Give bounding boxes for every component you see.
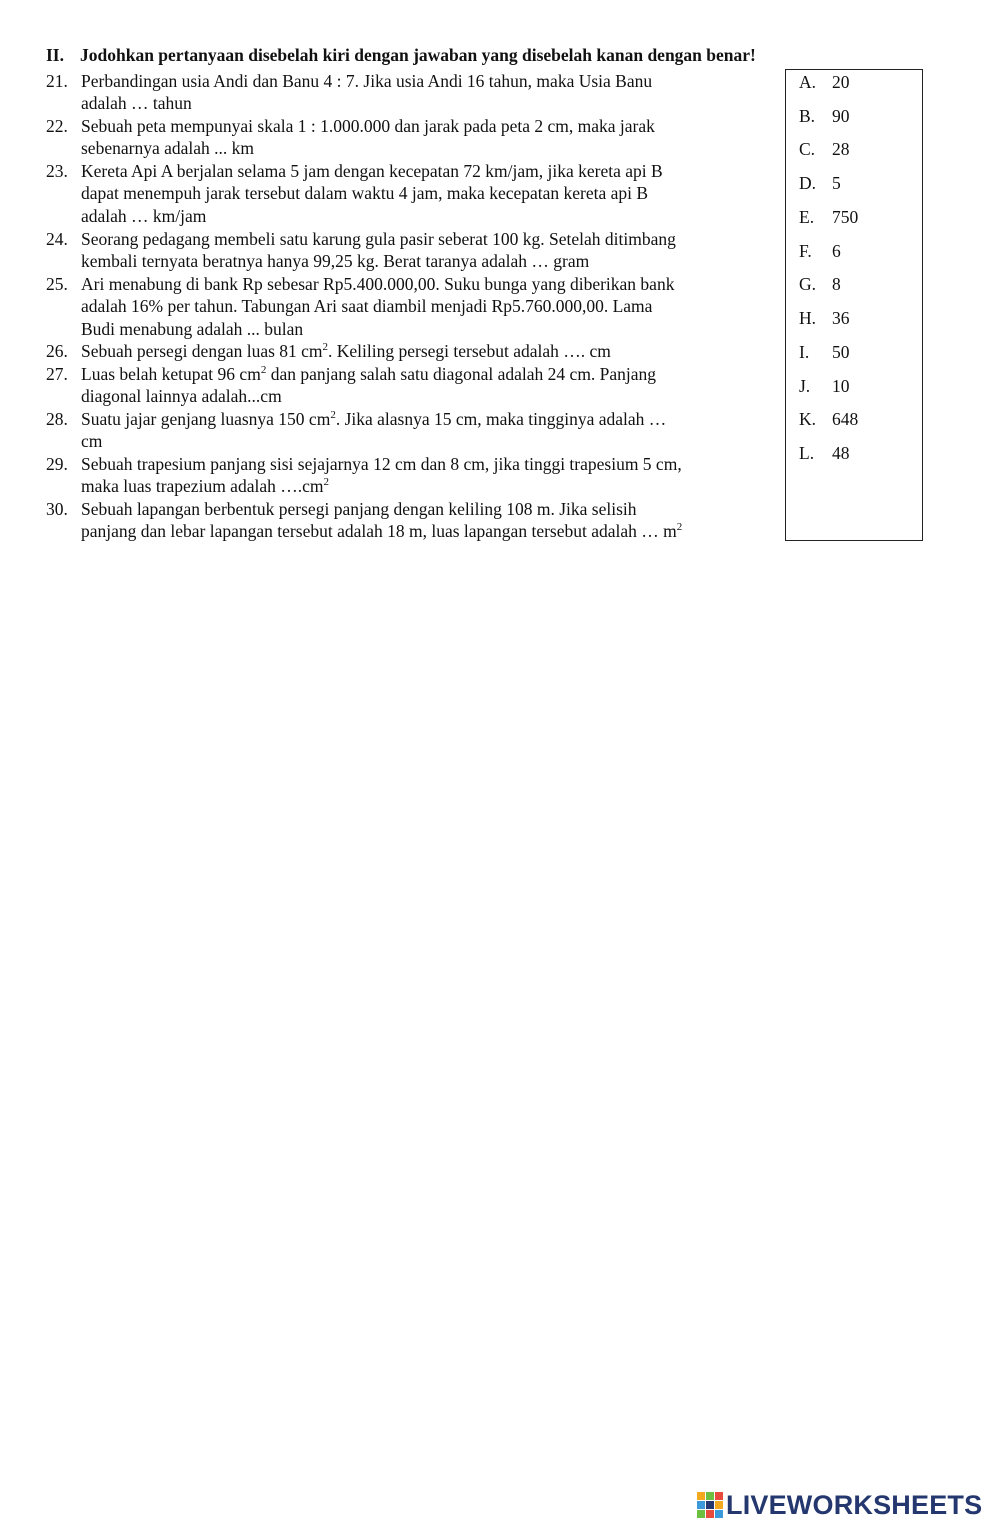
question-text: Suatu jajar genjang luasnya 150 cm (81, 409, 331, 429)
question-text: panjang dan lebar lapangan tersebut adalah 18 m, luas lapangan tersebut adalah … m (81, 521, 677, 542)
question-line: cm (81, 431, 103, 452)
question-number: 22. (46, 116, 68, 136)
answer-options-box (785, 69, 923, 541)
question-text: . Jika alasnya 15 cm, maka tingginya adalah … (335, 409, 667, 429)
question-21 (46, 70, 766, 115)
question-29 (46, 453, 766, 498)
answer-letter: D. (799, 173, 817, 193)
question-line: adalah … tahun (81, 93, 192, 114)
answer-value: 750 (832, 207, 859, 227)
question-28 (46, 408, 766, 453)
answer-option-f[interactable] (799, 240, 841, 262)
question-number: 21. (46, 71, 68, 91)
question-line: Sebuah peta mempunyai skala 1 : 1.000.000 dan jarak pada peta 2 cm, maka jarak (81, 116, 655, 136)
question-line: Perbandingan usia Andi dan Banu 4 : 7. Jika usia Andi 16 tahun, maka Usia Banu (81, 71, 653, 91)
question-line: dapat menempuh jarak tersebut dalam waktu 4 jam, maka kecepatan kereta api B (81, 183, 649, 204)
answer-option-d[interactable] (799, 172, 841, 194)
question-26 (46, 340, 766, 362)
question-25 (46, 273, 766, 340)
question-22 (46, 115, 766, 160)
answer-value: 8 (832, 274, 841, 294)
question-line: Seorang pedagang membeli satu karung gula pasir seberat 100 kg. Setelah ditimbang (81, 229, 676, 249)
question-number: 30. (46, 499, 68, 519)
answer-letter: E. (799, 207, 815, 227)
liveworksheets-logo-icon (697, 1492, 723, 1518)
question-text: dan panjang salah satu diagonal adalah 24 cm. Panjang (266, 364, 657, 384)
answer-option-b[interactable] (799, 105, 850, 127)
answer-option-i[interactable] (799, 341, 850, 363)
question-line: Budi menabung adalah ... bulan (81, 318, 304, 339)
answer-value: 5 (832, 173, 841, 193)
answer-option-k[interactable] (799, 408, 858, 430)
superscript: 2 (330, 409, 336, 421)
answer-letter: A. (799, 72, 817, 92)
question-number: 24. (46, 229, 68, 249)
question-number: 27. (46, 364, 68, 384)
answer-letter: G. (799, 274, 817, 294)
question-text: maka luas trapezium adalah ….cm (81, 476, 324, 497)
question-line: kembali ternyata beratnya hanya 99,25 kg. Berat taranya adalah … gram (81, 251, 590, 272)
answer-letter: J. (799, 376, 811, 396)
section-instruction (46, 44, 986, 66)
question-line: diagonal lainnya adalah...cm (81, 386, 282, 407)
question-number: 28. (46, 409, 68, 429)
answer-option-c[interactable] (799, 138, 850, 160)
question-30 (46, 498, 766, 543)
question-27 (46, 363, 766, 408)
answer-value: 20 (832, 72, 850, 92)
brand-name: LIVEWORKSHEETS (726, 1489, 983, 1520)
question-text: Sebuah persegi dengan luas 81 cm (81, 341, 323, 361)
answer-value: 48 (832, 443, 850, 463)
liveworksheets-brand (697, 1489, 982, 1521)
answer-option-l[interactable] (799, 442, 850, 464)
question-text: . Keliling persegi tersebut adalah …. cm (328, 341, 611, 361)
answer-value: 648 (832, 409, 859, 429)
superscript: 2 (260, 364, 267, 376)
answer-value: 36 (832, 308, 850, 328)
answer-value: 28 (832, 139, 850, 159)
question-line: sebenarnya adalah ... km (81, 138, 254, 159)
answer-letter: K. (799, 409, 817, 429)
answer-option-a[interactable] (799, 71, 850, 93)
question-line: adalah … km/jam (81, 205, 207, 226)
answer-option-h[interactable] (799, 307, 850, 329)
superscript: 2 (323, 476, 329, 489)
answer-letter: C. (799, 139, 816, 159)
answer-letter: F. (799, 241, 812, 261)
question-text: Luas belah ketupat 96 cm (81, 364, 261, 384)
answer-option-g[interactable] (799, 273, 841, 295)
question-number: 26. (46, 341, 68, 361)
answer-value: 90 (832, 106, 850, 126)
superscript: 2 (322, 341, 329, 353)
answer-option-e[interactable] (799, 206, 858, 228)
question-number: 23. (46, 161, 68, 181)
answer-letter: H. (799, 308, 817, 328)
answer-letter: B. (799, 106, 816, 126)
answer-option-j[interactable] (799, 375, 850, 397)
answer-value: 10 (832, 376, 850, 396)
answer-letter: L. (799, 443, 815, 463)
question-number: 25. (46, 274, 68, 294)
question-line: Kereta Api A berjalan selama 5 jam dengan kecepatan 72 km/jam, jika kereta api B (81, 161, 663, 181)
question-line: Sebuah trapesium panjang sisi sejajarnya 12 cm dan 8 cm, jika tinggi trapesium 5 cm, (81, 454, 682, 474)
superscript: 2 (676, 521, 683, 534)
instruction-text: Jodohkan pertanyaan disebelah kiri dengan jawaban yang disebelah kanan dengan benar! (80, 45, 756, 65)
section-number: II. (46, 45, 64, 65)
question-23 (46, 160, 766, 227)
answer-letter: I. (799, 342, 810, 362)
answer-value: 6 (832, 241, 841, 261)
question-line: Sebuah lapangan berbentuk persegi panjang dengan keliling 108 m. Jika selisih (81, 499, 637, 519)
question-line: Ari menabung di bank Rp sebesar Rp5.400.000,00. Suku bunga yang diberikan bank (81, 274, 675, 294)
question-24 (46, 228, 766, 273)
question-line: adalah 16% per tahun. Tabungan Ari saat diambil menjadi Rp5.760.000,00. Lama (81, 296, 653, 317)
question-number: 29. (46, 454, 68, 474)
answer-value: 50 (832, 342, 850, 362)
